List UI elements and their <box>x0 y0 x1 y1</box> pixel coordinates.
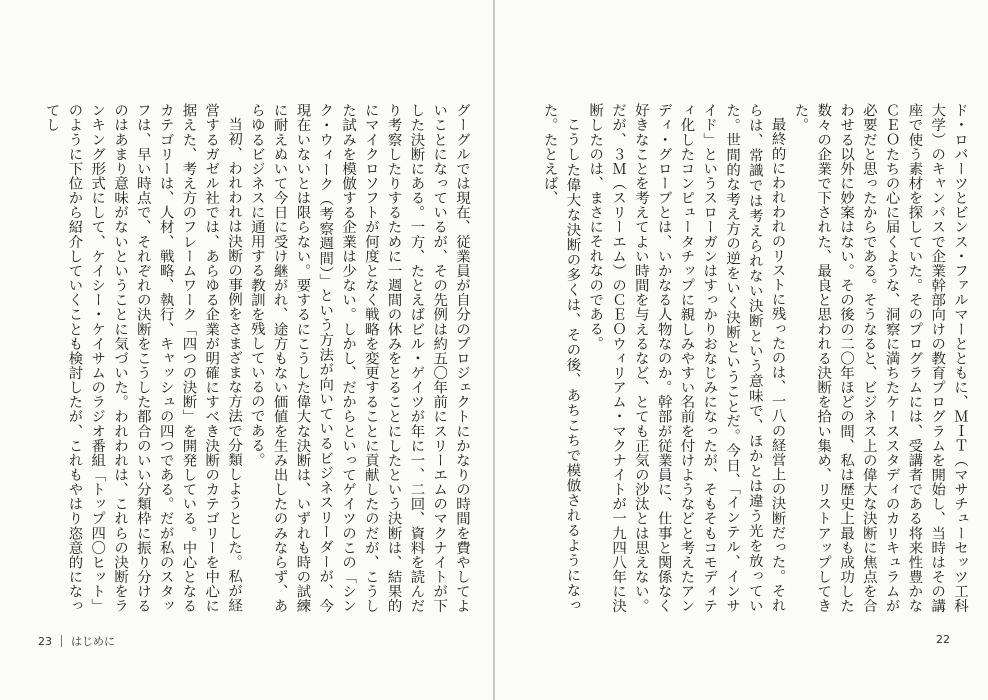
paragraph: ド・ロバーツとビンス・ファルマーとともに、ＭＩＴ（マサチューセッツ工科大学）のキャンパスで企業幹部向けの教育プログラムを開始し、当時はその講座で使う素材を探していた。そのプログラムには、受講者である将来性豊かなＣＥＯたちの心に届くような、洞察に満ちたケーススタディのカリキュラムが必要だと思ったからである。そうなると、ビジネス上の偉大な決断に焦点を合わせる以外に妙案はない。その後の二〇年ほどの間、私は歴史上最も成功した数々の企業で下された、最良と思われる決断を拾い集め、リストアップしてきた。 <box>792 103 968 613</box>
left-page-body-text <box>33 103 473 613</box>
right-page-footer <box>936 633 950 646</box>
page-number: 23 <box>38 635 52 648</box>
left-page-footer <box>38 633 115 649</box>
left-page <box>0 0 493 700</box>
paragraph: 最終的にわれわれのリストに残ったのは、一八の経営上の決断だった。それらは、常識では考えられない決断という意味で、ほかとは違う光を放っていた。世間的な考え方の逆をいく決断ということだ。今日、「インテル、インサイド」というスローガンはすっかりおなじみになったが、そもそもコモディティ化したコンピュータチップに親しみやすい名前を付けようなどと考えたアンディ・グローブとは、いかなる人物なのか。幹部が従業員に、仕事と関係なく好きなことを考えてよい時間を与えるなど、とても正気の沙汰とは思えない。だが、３Ｍ（スリーエム）のＣＥＯウィリアム・マクナイトが一九四八年に決断したのは、まさにそれなのである。 <box>587 103 786 613</box>
footer-divider <box>61 635 62 647</box>
paragraph: グーグルでは現在、従業員が自分のプロジェクトにかなりの時間を費やしてよいことになっているが、その先例は約五〇年前にスリーエムのマクナイトが下した決断にある。一方、たとえばビル・ゲイツが年に一、二回、資料を読んだり考察したりするために一週間の休みをとることにしたという決断は、結果的にマイクロソフトが何度となく戦略を変更することに貢献したのだが、こうした試みを模倣する企業は少ない。しかし、だからといってゲイツのこの「シンク・ウィーク（考察週間）」という方法が向いているビジネスリーダーが、今現在いないとは限らない。要するにこうした偉大な決断は、いずれも時の試練に耐えぬいて今日に受け継がれ、途方もない価値を生み出したのみならず、あらゆるビジネスに通用する教訓を残しているのである。 <box>248 103 470 613</box>
page-number: 22 <box>936 633 950 646</box>
right-page-body-text <box>516 103 971 613</box>
paragraph: こうした偉大な決断の多くは、その後、あちこちで模倣されるようになった。たとえば、 <box>541 103 581 613</box>
running-head: はじめに <box>71 635 115 648</box>
right-page <box>495 0 988 700</box>
paragraph: 当初、われわれは決断の事例をさまざまな方法で分類しようとした。私が経営するガゼル社では、あらゆる企業が明確にすべき決断のカテゴリーを中心に据えた、考え方のフレームワーク「四つの決断」を開発している。中心となるカテゴリーは、人材、戦略、執行、キャッシュの四つである。だが私のスタッフは、早い時点で、それぞれの決断をこうした都合のいい分類枠に振り分けるのはあまり意味がないということに気づいた。われわれは、これらの決断をランキング形式にして、ケイシー・ケイサムのラジオ番組「トップ四〇ヒット」のように下位から紹介していくことも検討したが、これもやはり恣意的になってし <box>43 103 243 613</box>
